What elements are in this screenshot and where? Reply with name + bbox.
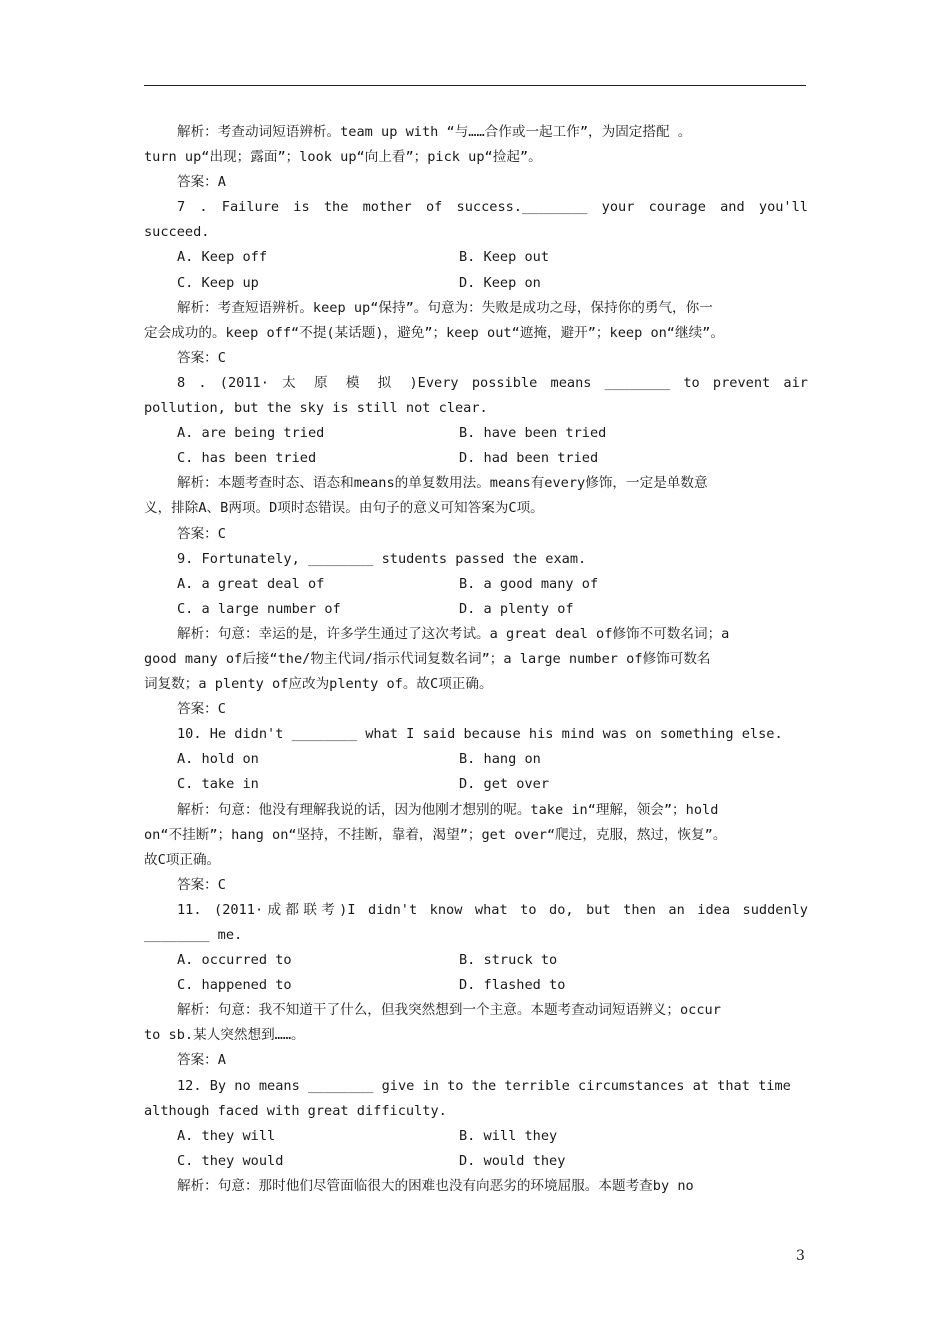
question-11-stem: 11. (2011·成都联考)I didn't know what to do, but then an idea suddenly (177, 901, 808, 918)
answer-line: 答案：C (177, 876, 226, 893)
document-body (144, 120, 808, 1199)
option-d: D. a plenty of (459, 600, 574, 617)
question-10-stem: 10. He didn't ________ what I said because his mind was on something else. (177, 726, 783, 743)
answer-line: 答案：C (177, 349, 226, 366)
option-c: C. happened to (177, 977, 292, 994)
question-12-stem-cont: although faced with great difficulty. (144, 1102, 447, 1119)
question-7-options-row1 (144, 245, 808, 270)
option-c: C. take in (177, 776, 259, 793)
answer-line: 答案：A (177, 1052, 226, 1069)
question-11-stem-cont: ________ me. (144, 927, 243, 943)
question-7-options-row2 (144, 271, 808, 296)
option-b: B. will they (459, 1127, 558, 1144)
question-8-options-row1 (144, 421, 808, 446)
option-a: A. occurred to (177, 952, 292, 969)
explanation-line: 义，排除A、B两项。D项时态错误。由句子的意义可知答案为C项。 (144, 500, 544, 517)
explanation-line: 故C项正确。 (144, 851, 221, 868)
explanation-line: 词复数；a plenty of应改为plenty of。故C项正确。 (144, 676, 493, 693)
explanation-line: to sb.某人突然想到……。 (144, 1027, 305, 1044)
explanation-line: on“不挂断”；hang on“坚持，不挂断，靠着，渴望”；get over“爬过，克服，熬过，恢复”。 (144, 826, 727, 843)
option-d: D. get over (459, 776, 550, 793)
explanation-line: turn up“出现；露面”；look up“向上看”；pick up“捡起”。 (144, 149, 542, 166)
option-c: C. Keep up (177, 274, 259, 291)
option-b: B. a good many of (459, 575, 599, 592)
option-d: D. Keep on (459, 274, 541, 291)
answer-line: 答案：A (177, 174, 226, 191)
question-9-stem: 9. Fortunately, ________ students passed the exam. (177, 550, 587, 567)
question-10-options-row1 (144, 747, 808, 772)
option-c: C. they would (177, 1152, 284, 1169)
question-7-stem-cont: succeed. (144, 224, 210, 241)
option-b: B. hang on (459, 751, 541, 768)
option-d: D. had been tried (459, 450, 599, 467)
question-7-stem: 7 . Failure is the mother of success.________ your courage and you'll (177, 199, 808, 216)
option-b: B. Keep out (459, 249, 550, 266)
question-12-options-row2 (144, 1149, 808, 1174)
question-12-options-row1 (144, 1124, 808, 1149)
option-d: D. flashed to (459, 977, 566, 994)
option-a: A. a great deal of (177, 575, 325, 592)
explanation-line: 解析：考查动词短语辨析。team up with “与……合作或一起工作”，为固定搭配 。 (177, 124, 692, 140)
header-rule (144, 85, 806, 86)
question-10-options-row2 (144, 772, 808, 797)
question-9-options-row1 (144, 572, 808, 597)
explanation-line: 解析：考查短语辨析。keep up“保持”。句意为：失败是成功之母，保持你的勇气，你一 (177, 299, 713, 316)
question-8-stem: 8 . (2011· 太 原 模 拟 )Every possible means ________ to prevent air (177, 374, 808, 391)
explanation-line: 定会成功的。keep off“不提(某话题)，避免”；keep out“遮掩，避开”；keep on“继续”。 (144, 324, 724, 341)
option-c: C. a large number of (177, 600, 341, 617)
page-number: 3 (796, 1248, 805, 1264)
question-8-options-row2 (144, 446, 808, 471)
explanation-line: 解析：本题考查时态、语态和means的单复数用法。means有every修饰，一定是单数意 (177, 475, 708, 492)
explanation-line: 解析：句意：那时他们尽管面临很大的困难也没有向恶劣的环境屈服。本题考查by no (177, 1177, 694, 1194)
question-8-stem-cont: pollution, but the sky is still not clear. (144, 400, 488, 417)
option-d: D. would they (459, 1152, 566, 1169)
answer-line: 答案：C (177, 525, 226, 542)
option-a: A. hold on (177, 751, 259, 768)
explanation-line: 解析：句意：我不知道干了什么，但我突然想到一个主意。本题考查动词短语辨义；occur (177, 1002, 721, 1019)
explanation-line: 解析：句意：幸运的是，许多学生通过了这次考试。a great deal of修饰不可数名词；a (177, 625, 730, 642)
question-9-options-row2 (144, 597, 808, 622)
question-11-options-row2 (144, 973, 808, 998)
question-11-options-row1 (144, 948, 808, 973)
option-a: A. are being tried (177, 425, 325, 442)
option-a: A. Keep off (177, 249, 268, 266)
option-b: B. struck to (459, 952, 558, 969)
answer-line: 答案：C (177, 701, 226, 718)
question-12-stem: 12. By no means ________ give in to the terrible circumstances at that time (177, 1077, 791, 1094)
option-a: A. they will (177, 1127, 276, 1144)
option-c: C. has been tried (177, 450, 317, 467)
explanation-line: good many of后接“the/物主代词/指示代词复数名词”；a large number of修饰可数名 (144, 650, 711, 667)
option-b: B. have been tried (459, 425, 607, 442)
explanation-line: 解析：句意：他没有理解我说的话，因为他刚才想别的呢。take in“理解，领会”；hold (177, 801, 719, 818)
